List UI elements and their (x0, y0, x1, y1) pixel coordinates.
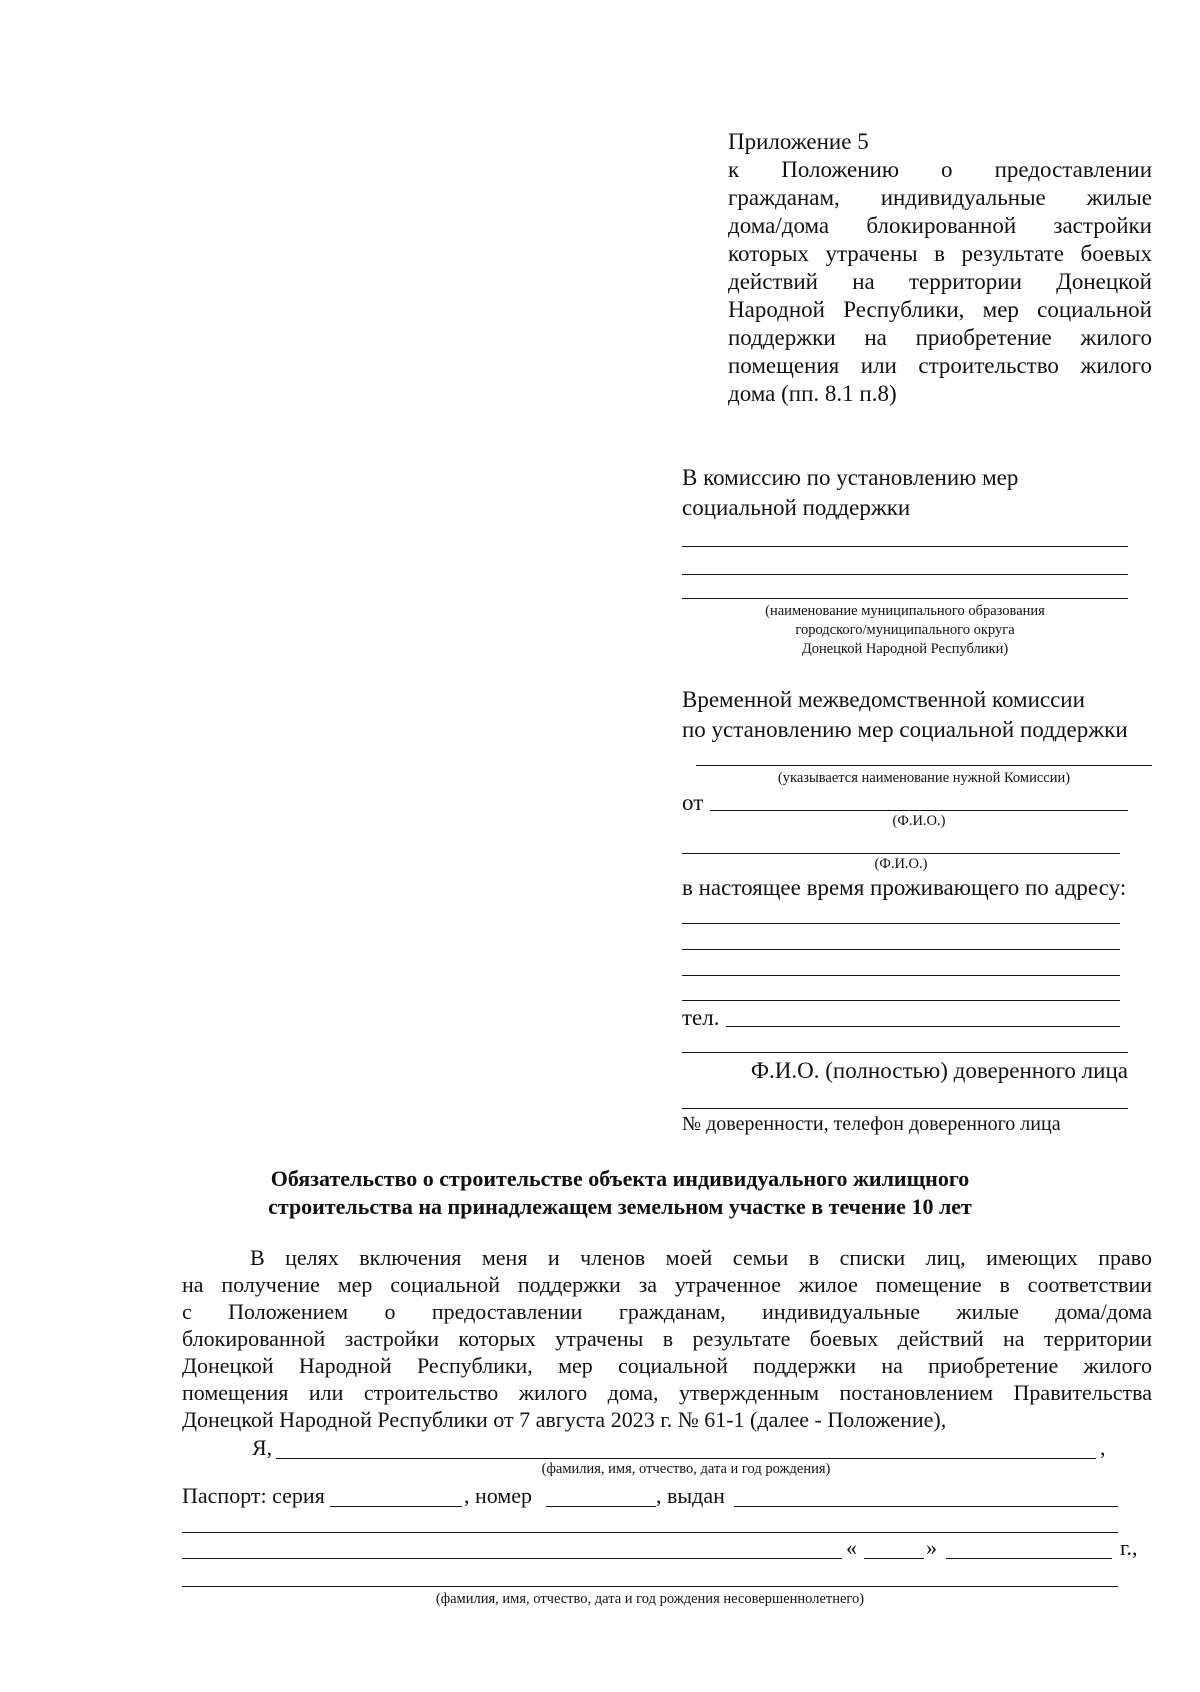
applicant-name-field[interactable] (276, 1458, 1096, 1459)
appendix-line: действий на территории Донецкой (728, 269, 1152, 294)
passport-series-field[interactable] (330, 1506, 462, 1507)
passport-issued-field[interactable] (734, 1506, 1118, 1507)
caption-line: (наименование муниципального образования (765, 603, 1045, 619)
municipality-field[interactable] (682, 546, 1128, 547)
body-line: блокированной застройки которых утрачены в результате боевых действий на территории (182, 1326, 1152, 1351)
document-heading (180, 1165, 1060, 1221)
commission-caption: (указывается наименование нужной Комиссии) (777, 770, 1071, 786)
appendix-line: дома/дома блокированной застройки (728, 213, 1152, 238)
appendix-block (728, 128, 1152, 408)
proxy-doc-caption: № доверенности, телефон доверенного лица (682, 1113, 1061, 1135)
appendix-line: поддержки на приобретение жилого (728, 325, 1152, 350)
caption-line: городского/муниципального округа (795, 622, 1015, 638)
commission-name-field[interactable] (696, 765, 1152, 766)
name-caption: (фамилия, имя, отчество, дата и год рождения) (541, 1461, 831, 1477)
address-field[interactable] (682, 975, 1120, 976)
issued-by-field[interactable] (182, 1532, 1118, 1533)
date-quote-close: » (926, 1535, 937, 1560)
phone-field[interactable] (726, 1026, 1120, 1027)
passport-issued-label: , выдан (656, 1483, 725, 1508)
body-line: помещения или строительство жилого дома, утвержденным постановлением Правительства (182, 1380, 1152, 1405)
year-suffix: г., (1120, 1535, 1138, 1560)
applicant-fio-field-2[interactable] (682, 853, 1120, 854)
municipality-caption (682, 602, 1128, 659)
interdept-commission-line: Временной межведомственной комиссии (682, 687, 1085, 712)
phone-label: тел. (682, 1005, 720, 1030)
i-label: Я, (252, 1435, 273, 1460)
minor-name-field[interactable] (182, 1586, 1118, 1587)
appendix-line: к Положению о предоставлении (728, 157, 1152, 182)
proxy-doc-field[interactable] (682, 1108, 1128, 1109)
municipality-field[interactable] (682, 574, 1128, 575)
heading-line: строительства на принадлежащем земельном участке в течение 10 лет (268, 1194, 972, 1219)
body-line: на получение мер социальной поддержки за утраченное жилое помещение в соответствии (182, 1272, 1152, 1297)
municipality-field[interactable] (682, 598, 1128, 599)
body-line: с Положением о предоставлении гражданам, индивидуальные жилые дома/дома (182, 1299, 1152, 1324)
body-line: В целях включения меня и членов моей семьи в списки лиц, имеющих право (250, 1245, 1152, 1270)
address-label: в настоящее время проживающего по адресу: (682, 875, 1127, 900)
body-line: Донецкой Народной Республики, мер социальной поддержки на приобретение жилого (182, 1353, 1152, 1378)
appendix-line: дома (пп. 8.1 п.8) (728, 381, 897, 406)
comma: , (1100, 1435, 1106, 1460)
from-label: от (682, 790, 704, 815)
fio-caption: (Ф.И.О.) (892, 813, 946, 829)
commission-line: В комиссию по установлению мер (682, 465, 1019, 490)
passport-series-label: Паспорт: серия (182, 1483, 325, 1508)
appendix-line: Народной Республики, мер социальной (728, 297, 1152, 322)
issue-month-field[interactable] (946, 1558, 1112, 1559)
issue-day-field[interactable] (864, 1558, 924, 1559)
address-field[interactable] (682, 923, 1120, 924)
appendix-title: Приложение 5 (728, 129, 869, 154)
date-quote-open: « (846, 1535, 857, 1560)
proxy-fio-field[interactable] (682, 1052, 1128, 1053)
appendix-line: которых утрачены в результате боевых (728, 241, 1152, 266)
interdept-commission-line: по установлению мер социальной поддержки (682, 717, 1128, 742)
address-field[interactable] (682, 949, 1120, 950)
applicant-fio-field[interactable] (710, 810, 1128, 811)
caption-line: Донецкой Народной Республики) (801, 641, 1009, 657)
address-field[interactable] (682, 1000, 1120, 1001)
proxy-fio-caption: Ф.И.О. (полностью) доверенного лица (750, 1058, 1128, 1083)
issued-by-field-2[interactable] (182, 1558, 842, 1559)
body-paragraph (182, 1244, 1152, 1433)
commission-line: социальной поддержки (682, 495, 911, 520)
heading-line: Обязательство о строительстве объекта индивидуального жилищного (270, 1166, 970, 1191)
minor-caption: (фамилия, имя, отчество, дата и год рождения несовершеннолетнего) (435, 1591, 865, 1607)
body-line: Донецкой Народной Республики от 7 августа 2023 г. № 61-1 (далее - Положение), (182, 1407, 947, 1432)
appendix-line: помещения или строительство жилого (728, 353, 1152, 378)
appendix-line: гражданам, индивидуальные жилые (728, 185, 1152, 210)
passport-number-label: , номер (464, 1483, 533, 1508)
fio-caption: (Ф.И.О.) (874, 856, 928, 872)
passport-number-field[interactable] (546, 1506, 656, 1507)
